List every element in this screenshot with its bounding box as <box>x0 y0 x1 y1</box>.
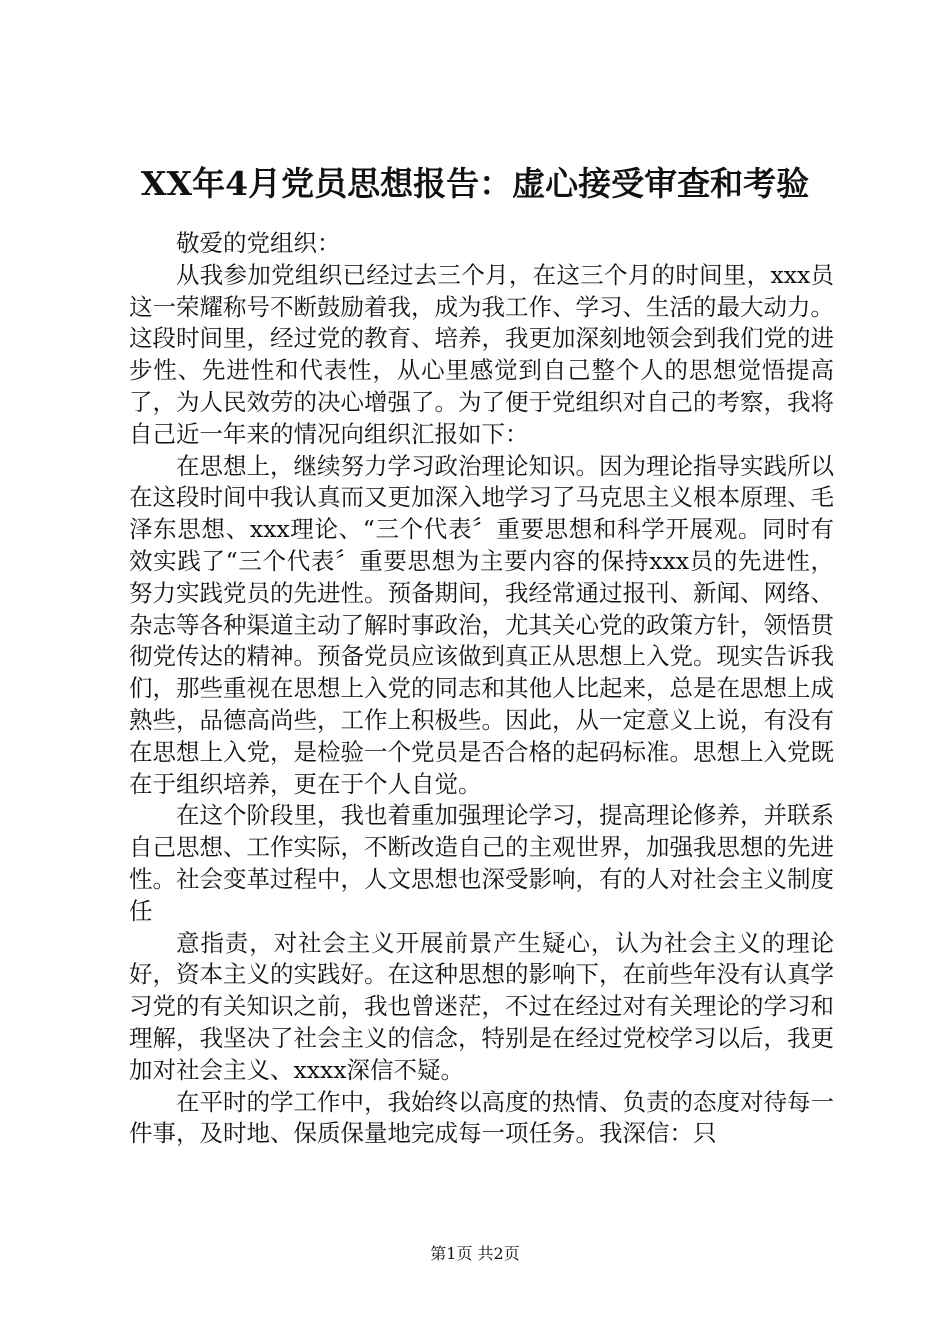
body-paragraph: 从我参加党组织已经过去三个月，在这三个月的时间里，xxx员这一荣耀称号不断鼓励着我，成为我工作、学习、生活的最大动力。这段时间里，经过党的教育、培养，我更加深刻地领会到我们党的进步性、先进性和代表性，从心里感觉到自己整个人的思想觉悟提高了，为人民效劳的决心增强了。为了便于党组织对自己的考察，我将自己近一年来的情况向组织汇报如下： <box>129 260 834 448</box>
document-body <box>129 228 834 1150</box>
body-paragraph: 在思想上，继续努力学习政治理论知识。因为理论指导实践所以在这段时间中我认真而又更加深入地学习了马克思主义根本原理、毛泽东思想、xxx理论、“三个代表〞重要思想和科学开展观。同时有效实践了“三个代表〞重要思想为主要内容的保持xxx员的先进性，努力实践党员的先进性。预备期间，我经常通过报刊、新闻、网络、杂志等各种渠道主动了解时事政治，尤其关心党的政策方针，领悟贯彻党传达的精神。预备党员应该做到真正从思想上入党。现实告诉我们，那些重视在思想上入党的同志和其他人比起来，总是在思想上成熟些，品德高尚些，工作上积极些。因此，从一定意义上说，有没有在思想上入党，是检验一个党员是否合格的起码标准。思想上入党既在于组织培养，更在于个人自觉。 <box>129 451 834 798</box>
document-title: XX年4月党员思想报告：虚心接受审查和考验 <box>140 164 810 203</box>
body-paragraph: 意指责，对社会主义开展前景产生疑心，认为社会主义的理论好，资本主义的实践好。在这种思想的影响下，在前些年没有认真学习党的有关知识之前，我也曾迷茫，不过在经过对有关理论的学习和理解，我坚决了社会主义的信念，特别是在经过党校学习以后，我更加对社会主义、xxxx深信不疑。 <box>129 928 834 1084</box>
body-paragraph: 在这个阶段里，我也着重加强理论学习，提高理论修养，并联系自己思想、工作实际，不断改造自己的主观世界，加强我思想的先进性。社会变革过程中，人文思想也深受影响，有的人对社会主义制度任 <box>129 801 834 925</box>
salutation-paragraph: 敬爱的党组织： <box>176 229 341 257</box>
page-number-footer: 第1页 共2页 <box>430 1244 520 1263</box>
body-paragraph: 在平时的学工作中，我始终以高度的热情、负责的态度对待每一件事，及时地、保质保量地完成每一项任务。我深信：只 <box>129 1087 834 1148</box>
